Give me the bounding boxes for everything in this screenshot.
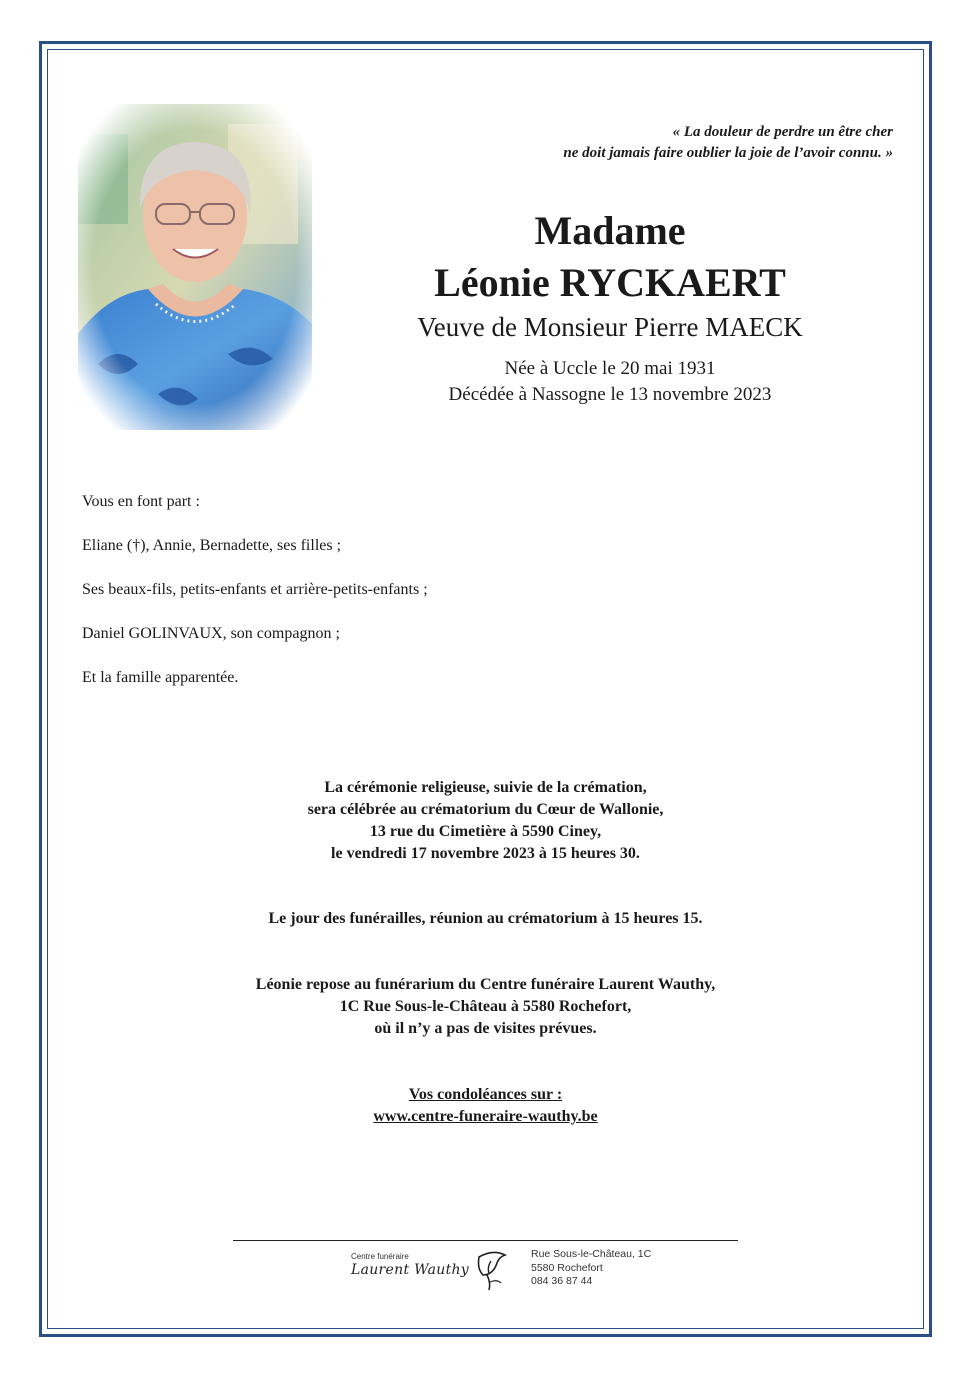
ceremony-line: sera célébrée au crématorium du Cœur de Wallonie, xyxy=(307,801,664,818)
address-line-1: Rue Sous-le-Château, 1C xyxy=(531,1248,652,1260)
funeral-home-logo xyxy=(345,1246,655,1292)
calla-lily-icon xyxy=(473,1249,511,1291)
family-announcement xyxy=(82,489,428,709)
funeral-home-address xyxy=(531,1248,651,1289)
quote-line-1: « La douleur de perdre un être cher xyxy=(672,124,893,140)
condolences xyxy=(0,1084,971,1128)
ceremony-line: le vendredi 17 novembre 2023 à 15 heures 30. xyxy=(331,845,640,862)
gathering-line: Le jour des funérailles, réunion au crématorium à 15 heures 15. xyxy=(268,910,703,927)
footer-divider xyxy=(233,1240,738,1241)
phone-number: 084 36 87 44 xyxy=(531,1275,593,1287)
life-dates xyxy=(340,356,880,408)
ceremony-line: La cérémonie religieuse, suivie de la crémation, xyxy=(324,779,647,796)
ceremony-details xyxy=(0,777,971,865)
repose-line: où il n’y a pas de visites prévues. xyxy=(374,1020,597,1037)
repose-line: 1C Rue Sous-le-Château à 5580 Rochefort, xyxy=(339,998,632,1015)
address-line-2: 5580 Rochefort xyxy=(531,1261,603,1274)
family-line: Et la famille apparentée. xyxy=(82,669,239,686)
portrait-photo xyxy=(78,104,312,430)
condolences-link[interactable]: www.centre-funeraire-wauthy.be xyxy=(373,1108,598,1125)
logo-caption: Centre funéraire xyxy=(351,1252,409,1261)
family-intro: Vous en font part : xyxy=(82,493,200,510)
condolences-label: Vos condoléances sur : xyxy=(408,1086,563,1103)
repose-line: Léonie repose au funérarium du Centre funéraire Laurent Wauthy, xyxy=(255,976,716,993)
relation-line: Veuve de Monsieur Pierre MAECK xyxy=(417,312,803,342)
gathering-info xyxy=(0,908,971,930)
ceremony-line: 13 rue du Cimetière à 5590 Ciney, xyxy=(369,823,602,840)
epigraph-quote xyxy=(563,122,893,164)
family-line: Ses beaux-fils, petits-enfants et arrière-petits-enfants ; xyxy=(82,581,428,598)
honorific: Madame xyxy=(534,208,686,253)
family-line: Daniel GOLINVAUX, son compagnon ; xyxy=(82,625,340,642)
logo-wordmark: Laurent Wauthy xyxy=(351,1262,470,1278)
repose-details xyxy=(0,974,971,1040)
family-line: Eliane (†), Annie, Bernadette, ses filles ; xyxy=(82,537,342,554)
death-line: Décédée à Nassogne le 13 novembre 2023 xyxy=(448,384,772,405)
deceased-name: Léonie RYCKAERT xyxy=(434,260,786,305)
birth-line: Née à Uccle le 20 mai 1931 xyxy=(504,358,716,379)
quote-line-2: ne doit jamais faire oublier la joie de l’avoir connu. » xyxy=(563,145,893,161)
